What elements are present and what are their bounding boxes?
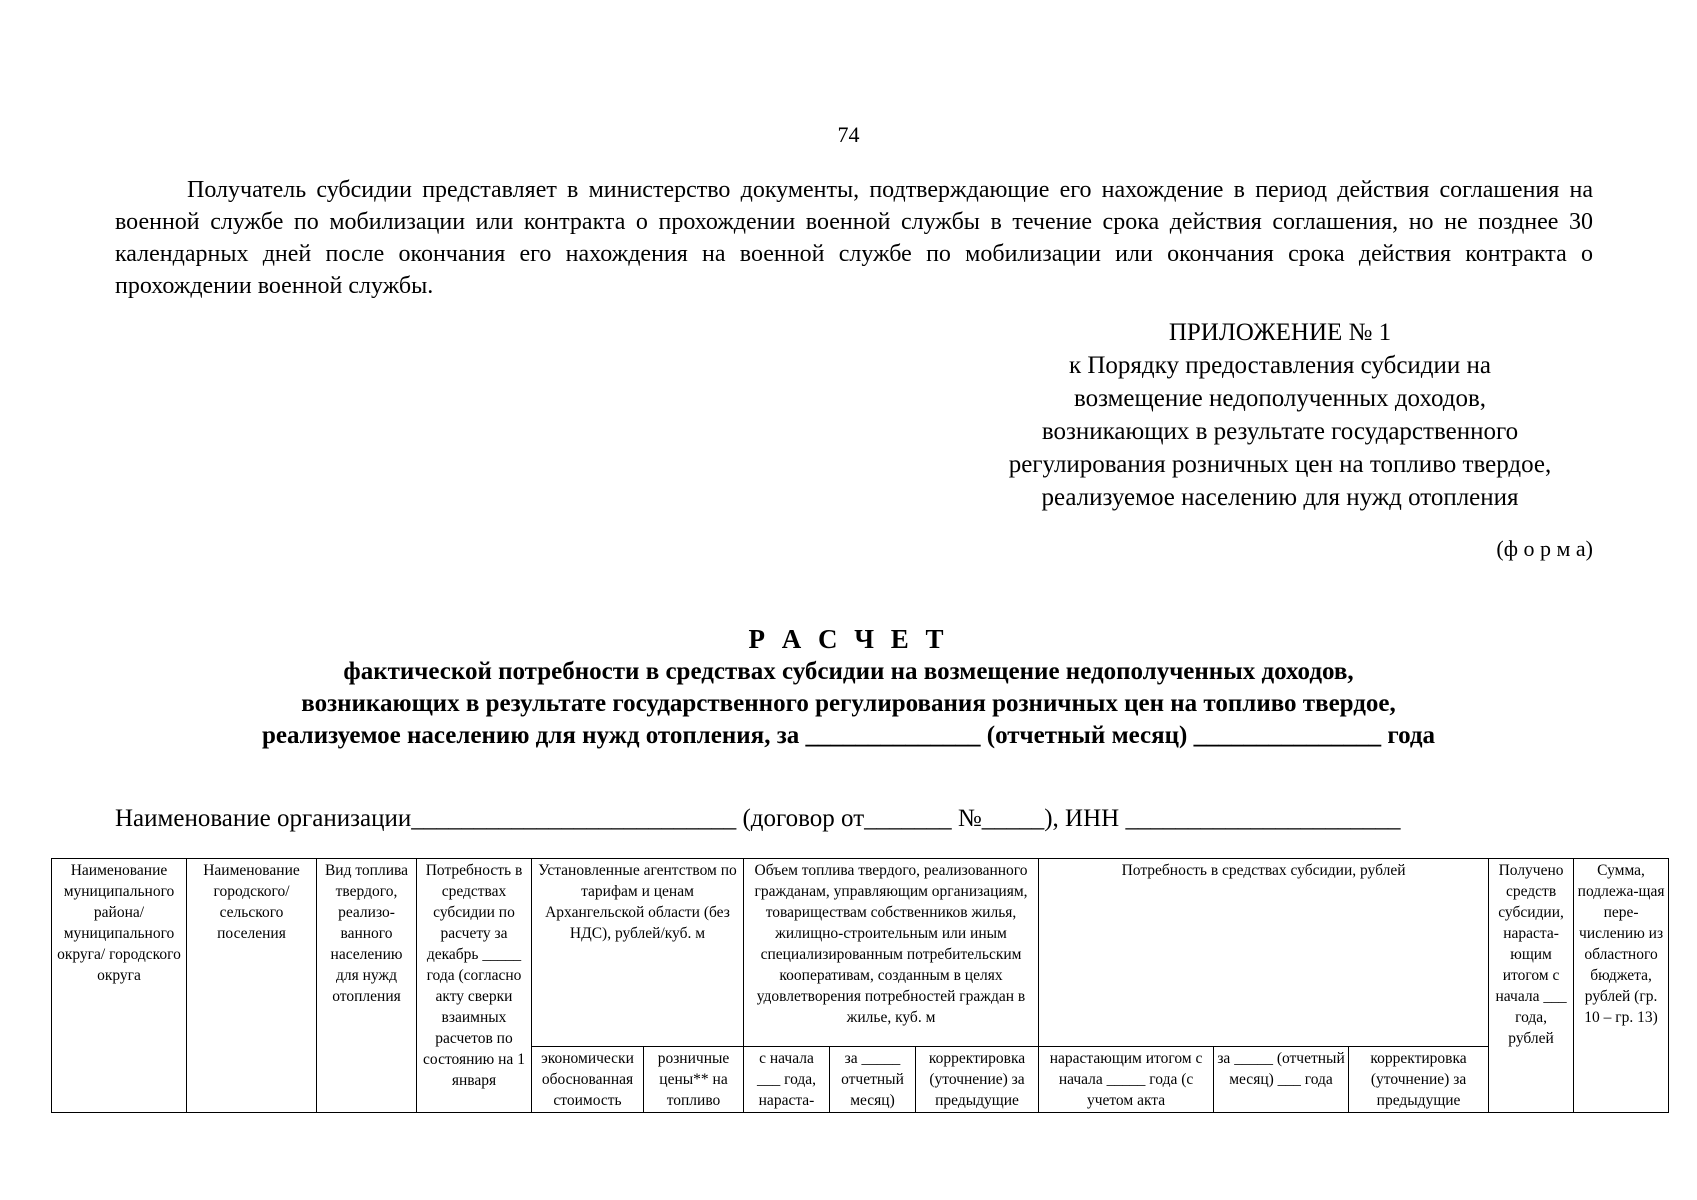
subtitle-line: возникающих в результате государственного регулирования розничных цен на топливо твердое, <box>301 690 1396 717</box>
header-retail-prices: розничные цены** на топливо <box>644 1047 744 1113</box>
document-subtitle <box>0 656 1697 752</box>
header-volume-reporting: за _____ отчетный месяц) <box>830 1047 916 1113</box>
appendix-block <box>955 316 1605 514</box>
appendix-line: ПРИЛОЖЕНИЕ № 1 <box>1168 319 1392 346</box>
header-settlement: Наименование городского/ сельского поселения <box>187 859 317 1113</box>
header-municipality: Наименование муниципального района/ муниципального округа/ городского округа <box>52 859 187 1113</box>
header-need-december: Потребность в средствах субсидии по расчету за декабрь _____ года (согласно акту сверки взаимных расчетов по состоянию на 1 января <box>417 859 532 1113</box>
subtitle-line: реализуемое населению для нужд отопления, за ______________ (отчетный месяц) _______________ года <box>261 722 1436 749</box>
header-economic-cost: экономически обоснованная стоимость <box>532 1047 644 1113</box>
intro-paragraph: Получатель субсидии представляет в министерство документы, подтверждающие его нахождение в период действия соглашения на военной службе по мобилизации или контракта о прохождении военной службы в течение срока действия соглашения, но не позднее 30 календарных дней после окончания его нахождения на военной службе по мобилизации или окончания срока действия контракта о прохождении военной службы. <box>115 177 1593 299</box>
appendix-line: к Порядку предоставления субсидии на <box>1068 352 1491 379</box>
header-fuel-type: Вид топлива твердого, реализо-ванного населению для нужд отопления <box>317 859 417 1113</box>
header-volume-cumulative: с начала ___ года, нараста- <box>744 1047 830 1113</box>
subtitle-line: фактической потребности в средствах субсидии на возмещение недополученных доходов, <box>343 658 1354 685</box>
header-received: Получено средств субсидии, нараста-ющим итогом с начала ___ года, рублей <box>1489 859 1574 1113</box>
header-volume-group: Объем топлива твердого, реализованного гражданам, управляющим организациям, товариществам собственников жилья, жилищно-строительным или иным специализированным потребительским кооперативам, созданным в целях удовлетворения потребностей граждан в жилье, куб. м <box>744 859 1039 1047</box>
table-header-row <box>52 859 1669 1047</box>
appendix-line: реализуемое населению для нужд отопления <box>1041 484 1519 511</box>
header-established-group: Установленные агентством по тарифам и ценам Архангельской области (без НДС), рублей/куб. м <box>532 859 744 1047</box>
header-volume-correction: корректировка (уточнение) за предыдущие <box>916 1047 1039 1113</box>
appendix-line: возмещение недополученных доходов, <box>1073 385 1487 412</box>
appendix-line: возникающих в результате государственного <box>1041 418 1519 445</box>
header-need-correction: корректировка (уточнение) за предыдущие <box>1349 1047 1489 1113</box>
page-number: 74 <box>837 122 860 147</box>
calculation-table <box>51 858 1669 1113</box>
header-amount-due: Сумма, подлежа-щая пере-числению из областного бюджета, рублей (гр. 10 – гр. 13) <box>1574 859 1669 1113</box>
document-title: Р А С Ч Е Т <box>748 624 949 654</box>
header-need-reporting: за _____ (отчетный месяц) ___ года <box>1214 1047 1349 1113</box>
form-mark: (ф о р м а) <box>1496 536 1593 561</box>
header-need-group: Потребность в средствах субсидии, рублей <box>1039 859 1489 1047</box>
header-need-cumulative: нарастающим итогом с начала _____ года (с учетом акта <box>1039 1047 1214 1113</box>
organization-line: Наименование организации__________________________ (договор от_______ №_____), ИНН ______________________ <box>115 805 1401 832</box>
appendix-line: регулирования розничных цен на топливо твердое, <box>1008 451 1552 478</box>
